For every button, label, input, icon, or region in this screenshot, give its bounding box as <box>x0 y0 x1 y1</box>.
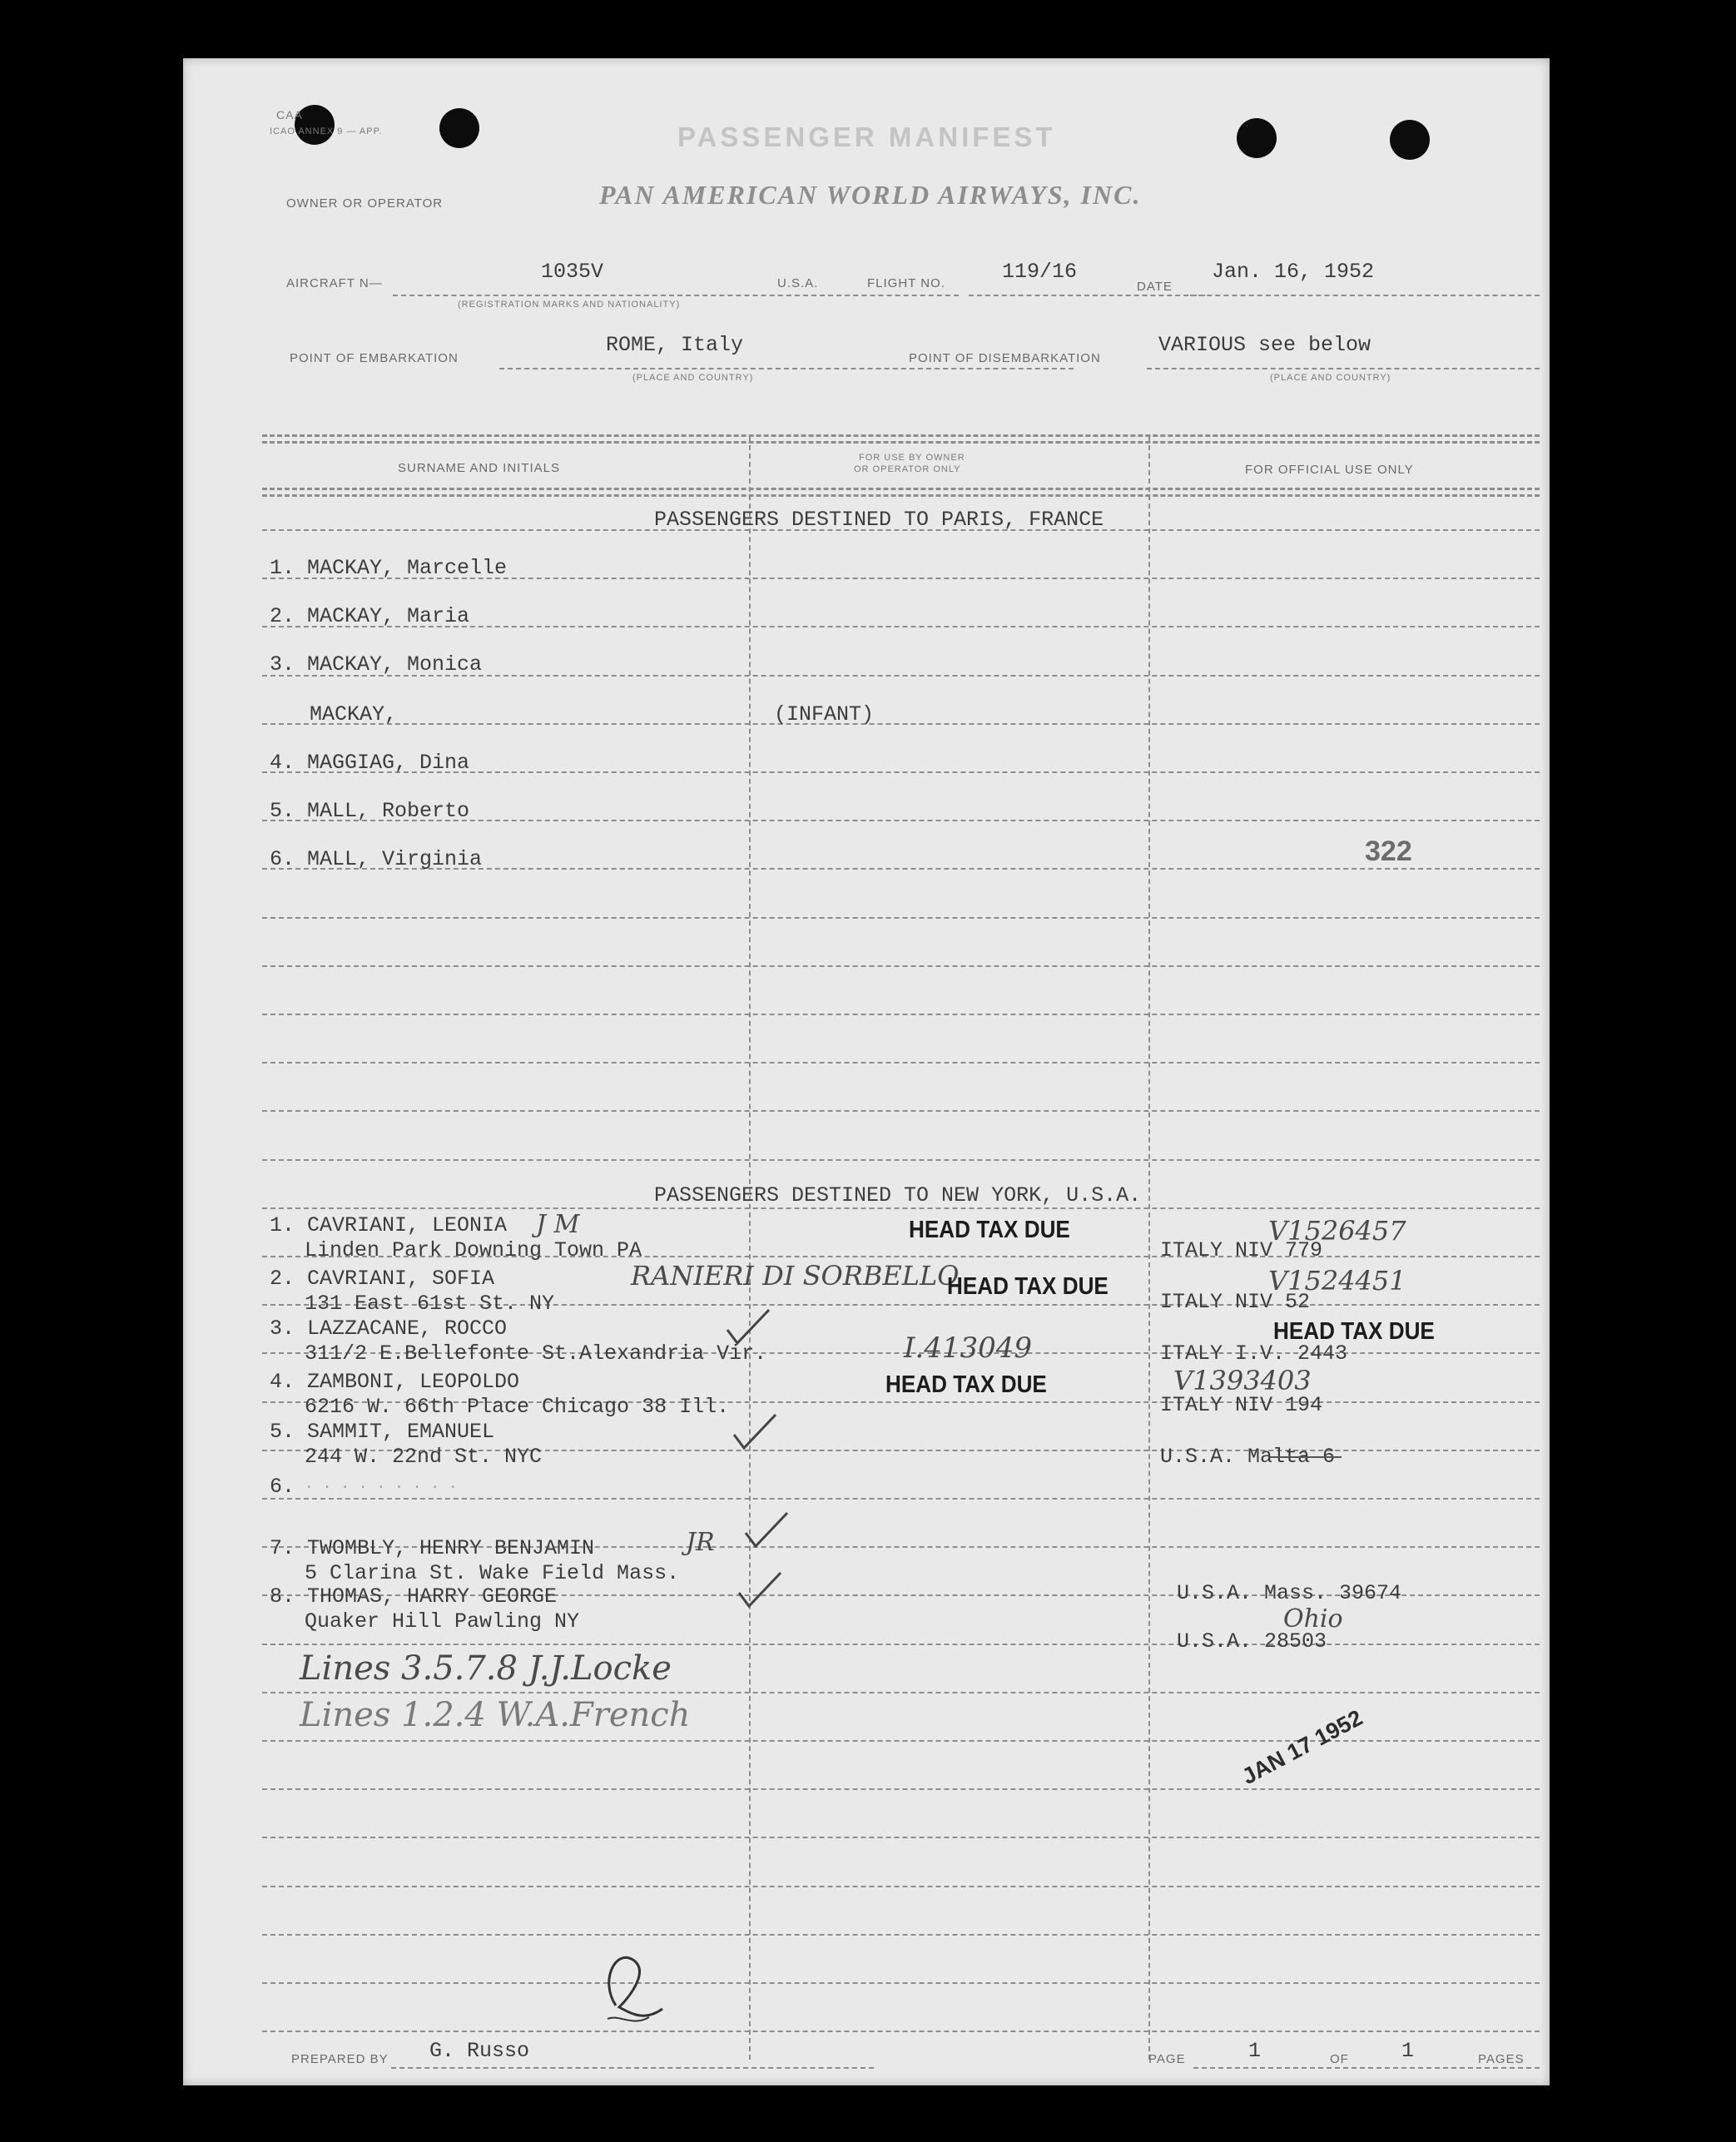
passenger-address: Linden Park Downing Town PA <box>305 1238 642 1262</box>
passenger-name: 1. CAVRIANI, LEONIA <box>270 1213 508 1237</box>
passenger-name: 2. MACKAY, Maria <box>270 604 470 628</box>
received-date-stamp: JAN 17 1952 <box>1238 1704 1367 1790</box>
page-label: PAGE <box>1148 2052 1186 2066</box>
official-handwritten: V1524451 <box>1268 1265 1406 1297</box>
handwritten-note: RANIERI DI SORBELLO <box>631 1260 960 1292</box>
disembarkation-caption: (PLACE AND COUNTRY) <box>1270 373 1391 383</box>
newyork-section-heading: PASSENGERS DESTINED TO NEW YORK, U.S.A. <box>654 1183 1142 1207</box>
head-tax-stamp: HEAD TAX DUE <box>909 1217 1070 1243</box>
official-handwritten: V1393403 <box>1173 1365 1312 1396</box>
official-entry: ITALY NIV 779 <box>1160 1238 1323 1262</box>
ruled-line <box>262 1740 1540 1742</box>
infant-note: (INFANT) <box>774 702 875 726</box>
passenger-address: 311/2 E.Bellefonte St.Alexandria Vir. <box>305 1341 767 1366</box>
passenger-name: 7. TWOMBLY, HENRY BENJAMIN <box>270 1536 595 1560</box>
signoff-line: Lines 1.2.4 W.A.French <box>300 1696 691 1734</box>
passenger-address: 5 Clarina St. Wake Field Mass. <box>305 1561 680 1585</box>
head-tax-stamp: HEAD TAX DUE <box>885 1371 1047 1398</box>
ruled-line <box>262 917 1540 919</box>
checkmark-icon <box>736 1569 786 1611</box>
passenger-address: Quaker Hill Pawling NY <box>305 1609 580 1634</box>
column-header-name: SURNAME AND INITIALS <box>398 461 561 475</box>
head-tax-stamp: HEAD TAX DUE <box>947 1273 1109 1300</box>
binder-hole <box>1390 120 1430 160</box>
aircraft-label: AIRCRAFT N— <box>286 276 383 290</box>
date-label: DATE <box>1137 280 1173 294</box>
embarkation-value: ROME, Italy <box>606 333 744 357</box>
head-tax-stamp: HEAD TAX DUE <box>1273 1318 1435 1345</box>
form-reference: ICAO ANNEX 9 — APP. <box>270 126 383 136</box>
ruled-line <box>262 1207 1540 1209</box>
official-entry: U.S.A. Malta 6 <box>1160 1445 1336 1469</box>
passenger-name: 3. MACKAY, Monica <box>270 652 483 677</box>
binder-hole <box>1237 118 1277 158</box>
pages-label: PAGES <box>1478 2052 1525 2066</box>
prepared-by-label: PREPARED BY <box>291 2052 389 2066</box>
ruled-line <box>262 1886 1540 1887</box>
passenger-name: MACKAY, <box>310 702 398 726</box>
passenger-name: 5. SAMMIT, EMANUEL <box>270 1420 495 1444</box>
airline-name: PAN AMERICAN WORLD AIRWAYS, INC. <box>599 180 1142 210</box>
column-header-owner-2: OR OPERATOR ONLY <box>854 464 961 474</box>
paris-section-heading: PASSENGERS DESTINED TO PARIS, FRANCE <box>654 508 1104 532</box>
ruled-line <box>262 1788 1540 1790</box>
disembarkation-value: VARIOUS see below <box>1158 333 1371 357</box>
official-entry: ITALY NIV 194 <box>1160 1393 1323 1417</box>
form-code: CAA <box>276 108 303 121</box>
handwritten-note: J M <box>536 1210 580 1239</box>
passenger-name: 4. ZAMBONI, LEOPOLDO <box>270 1370 520 1394</box>
official-handwritten: Ohio <box>1283 1604 1343 1634</box>
total-pages: 1 <box>1401 2039 1415 2063</box>
passenger-name: 4. MAGGIAG, Dina <box>270 751 470 775</box>
official-handwritten: V1526457 <box>1268 1215 1406 1247</box>
official-entry: ITALY NIV 52 <box>1160 1290 1311 1314</box>
page-number: 1 <box>1248 2039 1262 2063</box>
passenger-name: 5. MALL, Roberto <box>270 799 470 823</box>
registration-caption: (REGISTRATION MARKS AND NATIONALITY) <box>458 300 681 310</box>
passenger-name: 6. <box>270 1475 295 1499</box>
checkmark-icon <box>724 1307 774 1348</box>
usa-label: U.S.A. <box>777 276 819 290</box>
column-divider <box>1148 437 1150 2060</box>
official-entry: ITALY I.V. 2443 <box>1160 1341 1348 1366</box>
ruled-line <box>262 1837 1540 1838</box>
passenger-name: 3. LAZZACANE, ROCCO <box>270 1316 508 1341</box>
ruled-line <box>262 965 1540 967</box>
ruled-line <box>262 1110 1540 1112</box>
ruled-line <box>262 1982 1540 1984</box>
official-entry: U.S.A. 28503 <box>1177 1629 1327 1654</box>
flight-value: 119/16 <box>1002 260 1078 284</box>
checkmark-icon <box>742 1510 792 1551</box>
ruled-line <box>262 1934 1540 1936</box>
column-header-owner-1: FOR USE BY OWNER <box>859 453 965 463</box>
manifest-page: CAA ICAO ANNEX 9 — APP. PASSENGER MANIFEST OWNER OR OPERATOR PAN AMERICAN WORLD AIRWAYS, INC. AIRCRAFT N— 1035V (REGISTRATION MARKS AND NATIONALITY) U.S.A. FLIGHT NO. 119/16 DATE Jan. 16, 1952 POINT OF EMBARKATION ROME, Italy (PLACE AND COUNTRY) POINT OF DISEMBARKATION VARIOUS see below (PLACE AND COUNTRY) SURNAME AND INITIALS FOR USE BY OWNER OR OPERATOR ONLY FOR OFFICIAL USE ONLY PASSENGERS DESTINED TO PARIS, FRANCE 1. MACKAY, Marcelle 2. MACKAY, Maria 3. MACKAY, Monica MACKAY, (INFANT) 4. MAGGIAG, Dina 5. MALL, Roberto 6. MALL, Virginia 322 PASSENGERS DESTINED TO NEW YORK, U.S.A. 1. CAVRIANI, LEONIA Linden Park Downing Town PA J M HEAD TAX DUE ITALY NIV 779 V1526457 2. CAVRIANI, SOFIA 131 East 61st St. NY RANIERI DI SORBELLO HEAD TAX DUE ITALY NIV 52 V1524451 3. LAZZACANE, ROCCO 311/2 E.Bellefonte St.Alexandria Vir. I.413049 HEAD TAX DUE ITALY I.V. 2443 4. ZAMBONI, LEOPOLDO 6216 W. 66th Place Chicago 38 Ill. HEAD TAX DUE ITALY NIV 194 V1393403 5. SAMMIT, EMANUEL 244 W. 22nd St. NYC U.S.A. Malta 6 6. . . . . . . . . . 7. TWOMBLY, HENRY BENJAMIN JR 5 Clarina St. Wake Field Mass. U.S.A. Mass. 39674 8. THOMAS, HARRY GEORGE Quaker Hill Pawling NY U.S.A. 28503 Ohio Lines 3.5.7.8 J.J.Locke Lines 1.2.4 W.A.French JAN 17 1952 PREPARED BY G. Russo PAGE 1 OF 1 PAGES <box>183 58 1550 2085</box>
embarkation-label: POINT OF EMBARKATION <box>290 351 459 365</box>
passenger-address: 244 W. 22nd St. NYC <box>305 1445 543 1469</box>
disembarkation-label: POINT OF DISEMBARKATION <box>909 351 1101 365</box>
owner-label: OWNER OR OPERATOR <box>286 196 444 211</box>
date-value: Jan. 16, 1952 <box>1212 260 1375 284</box>
passenger-name: 1. MACKAY, Marcelle <box>270 556 508 580</box>
passenger-name: 8. THOMAS, HARRY GEORGE <box>270 1584 558 1609</box>
flight-label: FLIGHT NO. <box>867 276 945 290</box>
ruled-line <box>262 1498 1540 1500</box>
official-entry: U.S.A. Mass. 39674 <box>1177 1581 1402 1605</box>
checkmark-icon <box>731 1411 781 1453</box>
ruled-line <box>262 1062 1540 1064</box>
ruled-line <box>262 1692 1540 1693</box>
column-divider <box>749 437 751 2060</box>
signoff-line: Lines 3.5.7.8 J.J.Locke <box>300 1649 672 1688</box>
ruled-line <box>262 1014 1540 1015</box>
handwritten-note: I.413049 <box>904 1331 1033 1365</box>
handwritten-note: JR <box>686 1528 715 1557</box>
passenger-address: 131 East 61st St. NY <box>305 1292 555 1316</box>
binder-hole <box>439 108 479 148</box>
ruled-line <box>262 1159 1540 1161</box>
passenger-name: 2. CAVRIANI, SOFIA <box>270 1267 495 1291</box>
ruled-line <box>262 1644 1540 1645</box>
ruled-line <box>262 2030 1540 2032</box>
signature-scrawl <box>583 1947 674 2039</box>
prepared-by-value: G. Russo <box>429 2039 530 2063</box>
column-header-official: FOR OFFICIAL USE ONLY <box>1245 463 1414 477</box>
passenger-name: 6. MALL, Virginia <box>270 847 483 871</box>
embarkation-caption: (PLACE AND COUNTRY) <box>632 373 754 383</box>
official-number: 322 <box>1365 835 1412 867</box>
aircraft-value: 1035V <box>541 260 604 284</box>
of-label: OF <box>1330 2052 1349 2066</box>
passenger-address: 6216 W. 66th Place Chicago 38 Ill. <box>305 1395 730 1419</box>
ruled-line <box>262 723 1540 725</box>
form-title: PASSENGER MANIFEST <box>677 121 1056 152</box>
